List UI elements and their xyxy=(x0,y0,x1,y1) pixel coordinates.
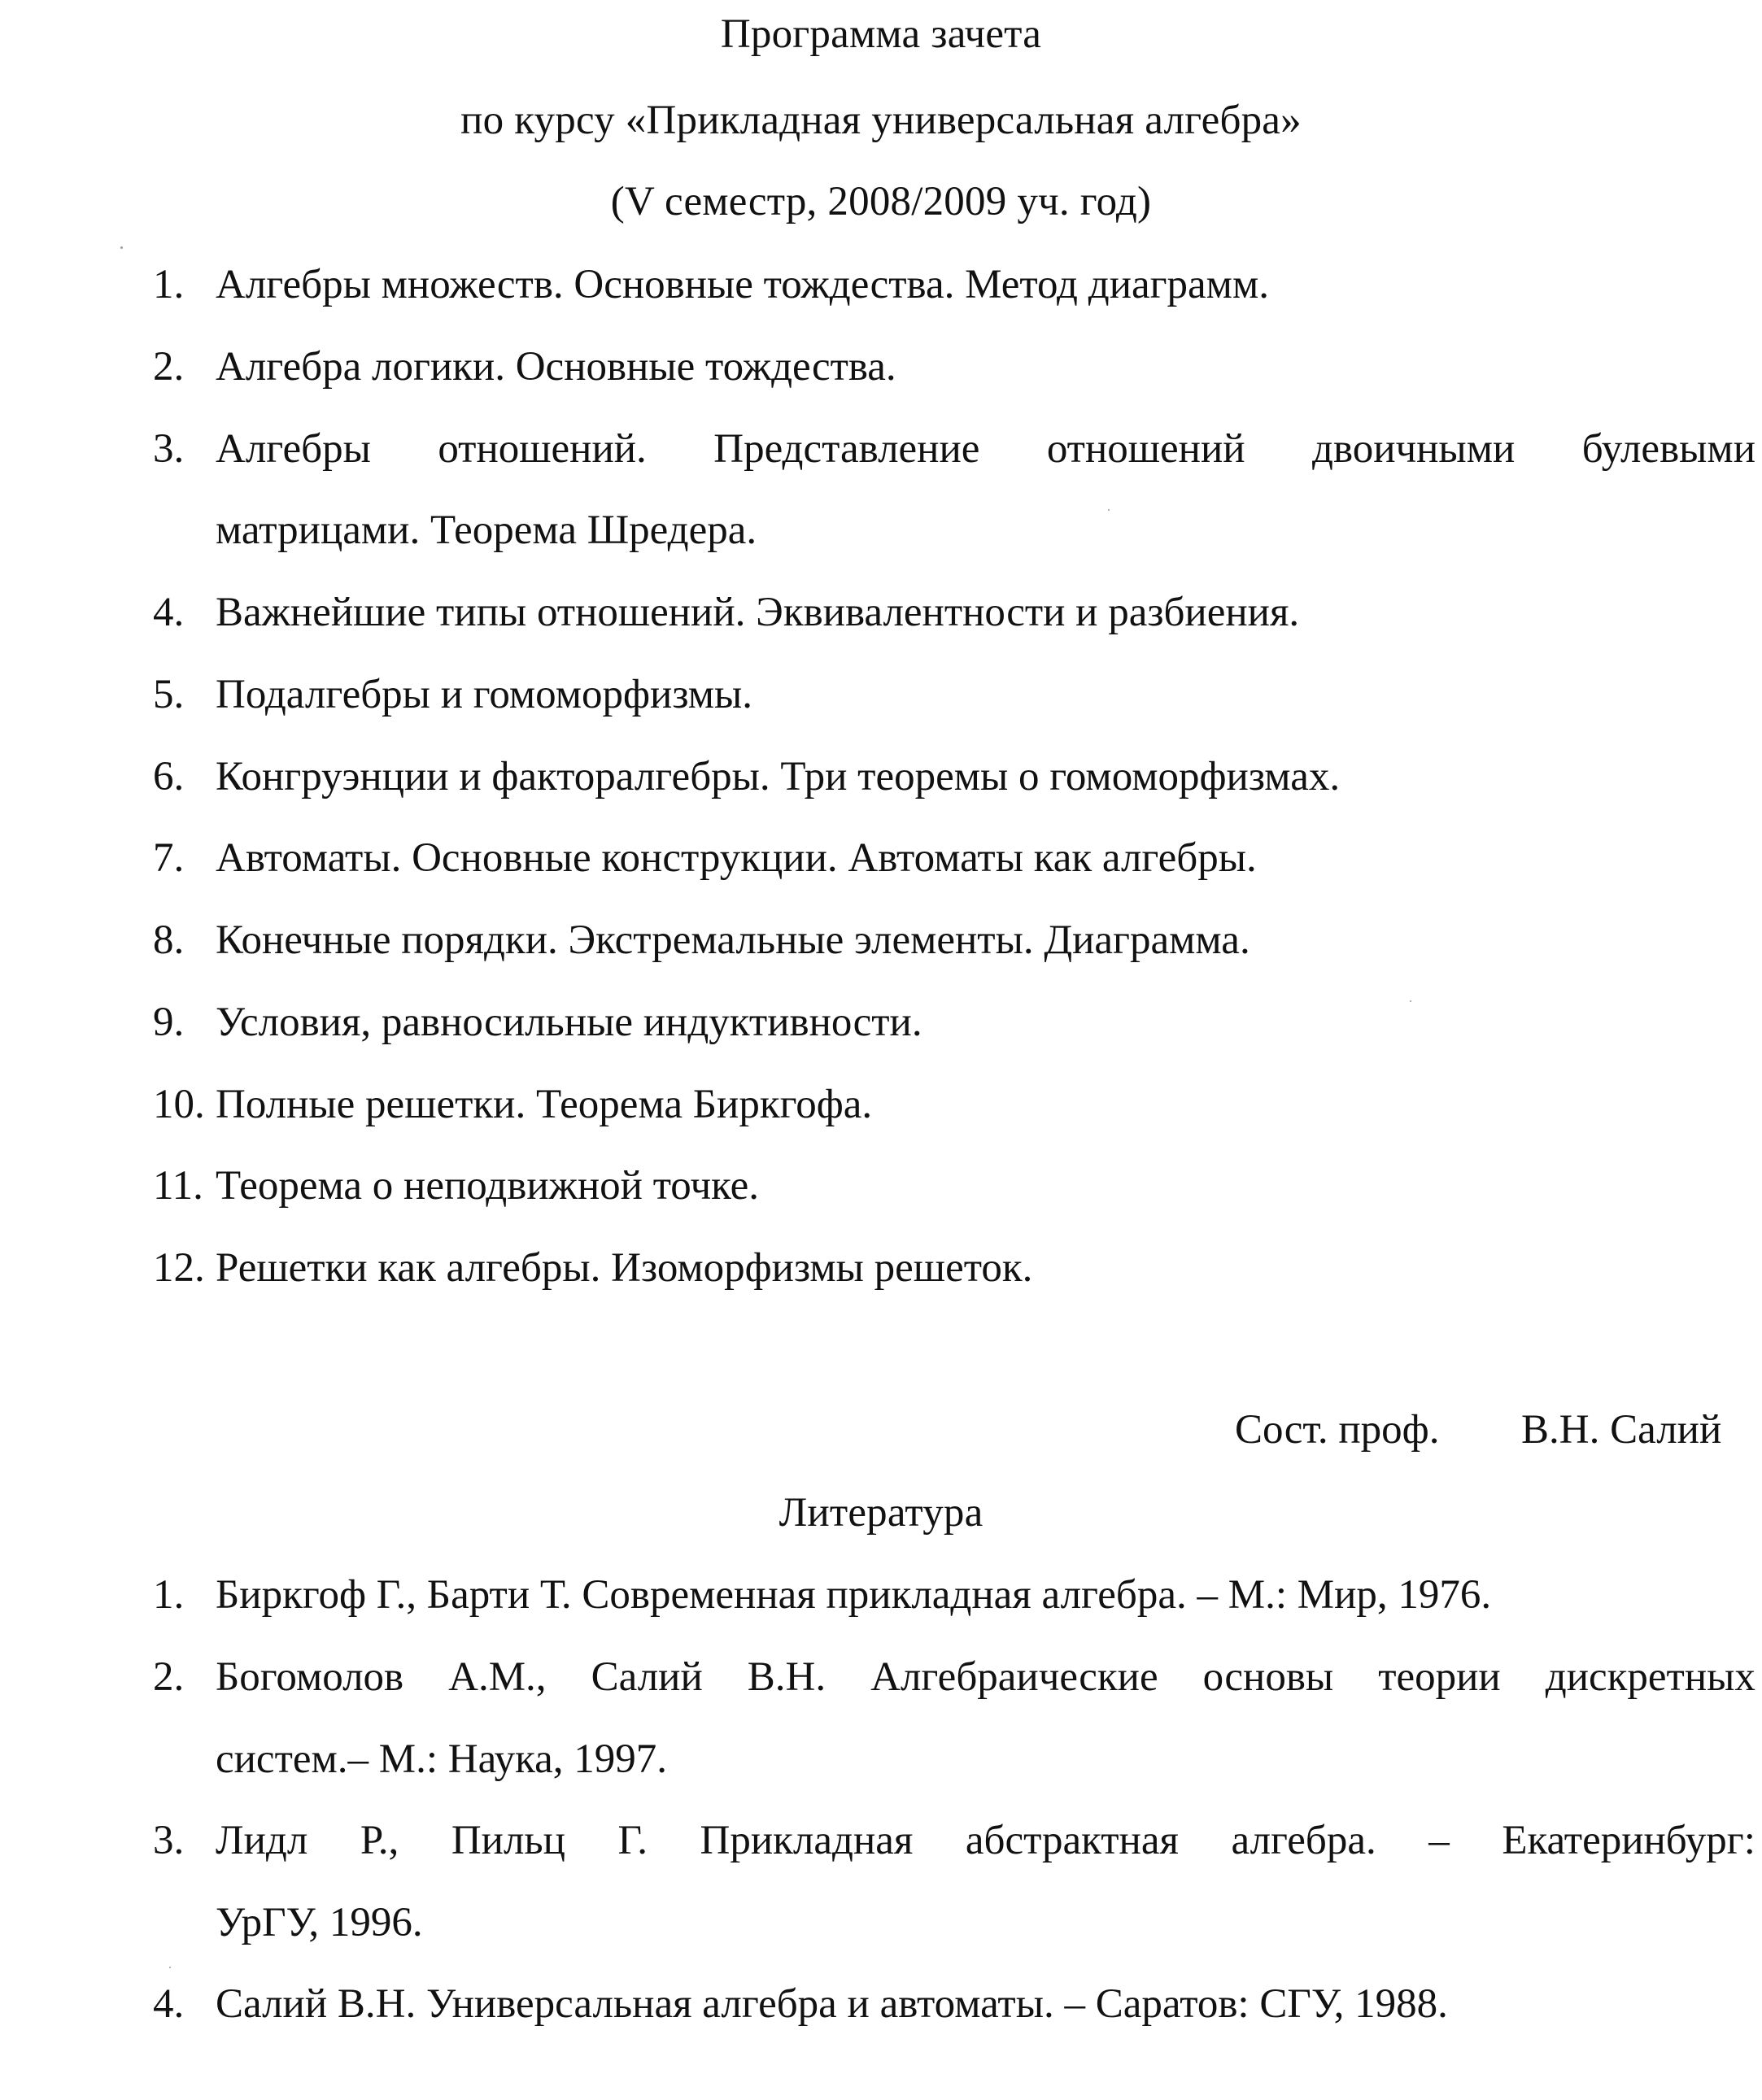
item-word: отношений xyxy=(1046,426,1245,472)
scan-speck xyxy=(120,246,123,249)
scan-speck xyxy=(1410,1000,1411,1002)
item-text: Теорема о неподвижной точке. xyxy=(216,1163,760,1209)
item-text-continuation: систем.– М.: Наука, 1997. xyxy=(216,1736,668,1782)
item-number: 3. xyxy=(153,426,185,472)
item-word: – xyxy=(1428,1818,1450,1863)
item-number: 5. xyxy=(153,672,185,717)
item-number: 2. xyxy=(153,1654,185,1700)
item-word: Салий xyxy=(591,1654,703,1700)
item-word: дискретных xyxy=(1545,1654,1755,1700)
item-word: Р., xyxy=(360,1818,399,1863)
item-number: 7. xyxy=(153,835,185,881)
item-text: Алгебры множеств. Основные тождества. Метод диаграмм. xyxy=(216,262,1269,307)
item-text: Решетки как алгебры. Изоморфизмы решеток. xyxy=(216,1245,1033,1291)
item-word: двоичными xyxy=(1312,426,1516,472)
item-word: Алгебраические xyxy=(870,1654,1158,1700)
document-title: Программа зачета xyxy=(720,11,1042,57)
item-text: Подалгебры и гомоморфизмы. xyxy=(216,672,753,717)
item-number: 4. xyxy=(153,590,185,635)
item-text: Алгебра логики. Основные тождества. xyxy=(216,344,896,390)
literature-title: Литература xyxy=(779,1490,983,1536)
item-word: основы xyxy=(1202,1654,1334,1700)
item-number: 12. xyxy=(153,1245,205,1291)
item-word: Екатеринбург: xyxy=(1502,1818,1755,1863)
item-number: 1. xyxy=(153,1572,185,1618)
course-name: по курсу «Прикладная универсальная алгебра» xyxy=(460,98,1302,143)
item-number: 2. xyxy=(153,344,185,390)
item-word: Прикладная xyxy=(700,1818,914,1863)
item-word: абстрактная xyxy=(965,1818,1179,1863)
item-number: 10. xyxy=(153,1082,205,1127)
item-word: отношений. xyxy=(438,426,647,472)
item-text: Конгруэнции и факторалгебры. Три теоремы о гомоморфизмах. xyxy=(216,754,1341,799)
semester-info: (V семестр, 2008/2009 уч. год) xyxy=(610,179,1152,224)
item-number: 8. xyxy=(153,917,185,963)
item-word: теории xyxy=(1378,1654,1501,1700)
scan-speck xyxy=(169,1967,171,1968)
item-text: Полные решетки. Теорема Биркгофа. xyxy=(216,1082,873,1127)
item-text: Автоматы. Основные конструкции. Автоматы как алгебры. xyxy=(216,835,1257,881)
item-number: 3. xyxy=(153,1818,185,1863)
item-number: 9. xyxy=(153,1000,185,1045)
item-word: В.Н. xyxy=(747,1654,826,1700)
scan-speck xyxy=(1108,509,1110,511)
item-word: Г. xyxy=(617,1818,648,1863)
item-word: алгебра. xyxy=(1231,1818,1376,1863)
item-text: Конечные порядки. Экстремальные элементы. Диаграмма. xyxy=(216,917,1250,963)
item-word: булевыми xyxy=(1581,426,1755,472)
item-text: Салий В.Н. Универсальная алгебра и автоматы. – Саратов: СГУ, 1988. xyxy=(216,1981,1448,2027)
item-text xyxy=(216,1653,1755,1701)
item-number: 11. xyxy=(153,1163,203,1209)
item-number: 4. xyxy=(153,1981,185,2027)
item-text-continuation: УрГУ, 1996. xyxy=(216,1900,423,1945)
item-word: Алгебры xyxy=(216,426,371,472)
item-word: Пильц xyxy=(451,1818,565,1863)
item-text xyxy=(216,1816,1755,1865)
item-word: Богомолов xyxy=(216,1654,404,1700)
item-word: Лидл xyxy=(216,1818,308,1863)
item-text: Биркгоф Г., Барти Т. Современная прикладная алгебра. – М.: Мир, 1976. xyxy=(216,1572,1492,1618)
item-word: Представление xyxy=(713,426,980,472)
item-number: 6. xyxy=(153,754,185,799)
item-text: Условия, равносильные индуктивности. xyxy=(216,1000,922,1045)
item-number: 1. xyxy=(153,262,185,307)
item-word: А.М., xyxy=(448,1654,547,1700)
item-text: Важнейшие типы отношений. Эквивалентности и разбиения. xyxy=(216,590,1300,635)
author-name: В.Н. Салий xyxy=(1521,1407,1722,1453)
author-label: Сост. проф. xyxy=(1235,1407,1440,1453)
item-text-continuation: матрицами. Теорема Шредера. xyxy=(216,508,757,553)
item-text xyxy=(216,425,1755,473)
